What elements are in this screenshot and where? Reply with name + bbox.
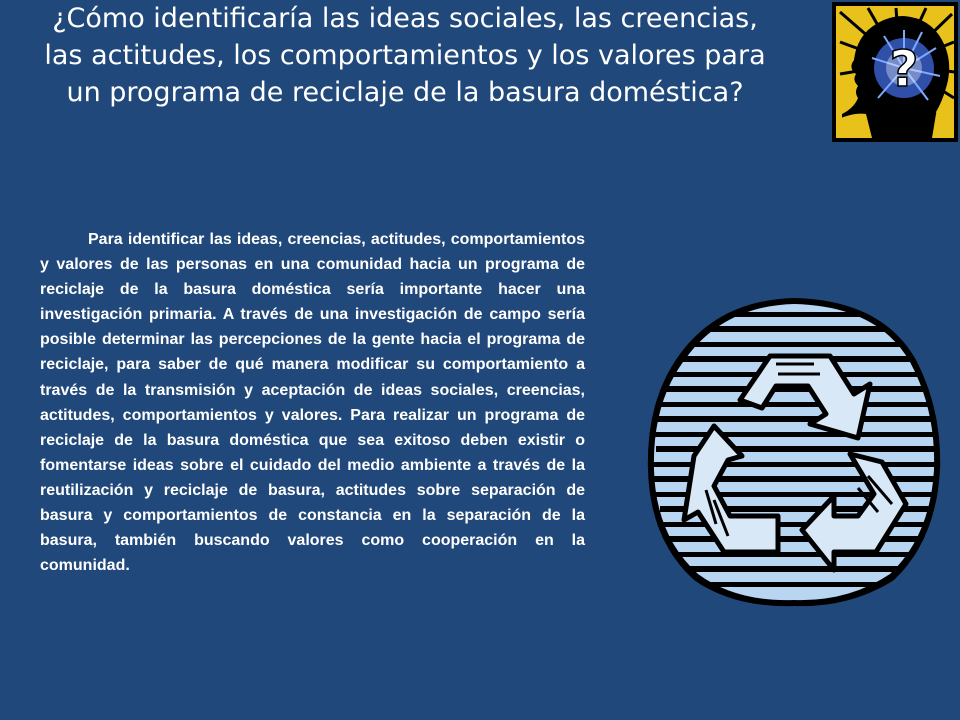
question-mark: ? bbox=[889, 40, 919, 98]
question-head-icon bbox=[832, 2, 958, 142]
recycle-icon bbox=[644, 290, 944, 610]
slide-title: ¿Cómo identificaría las ideas sociales, las creencias, las actitudes, los comportamientos y los valores para un programa de reciclaje de la basura doméstica? bbox=[44, 3, 766, 108]
body-paragraph: Para identificar las ideas, creencias, actitudes, comportamientos y valores de las personas en una comunidad hacia un programa de reciclaje de la basura doméstica sería importante hacer una investigación primaria. A través de una investigación de campo sería posible determinar las percepciones de la gente hacia el programa de reciclaje, para saber de qué manera modificar su comportamiento a través de la transmisión y aceptación de ideas sociales, creencias, actitudes, comportamientos y valores. Para realizar un programa de reciclaje de la basura doméstica que sea exitoso deben existir o fomentarse ideas sobre el cuidado del medio ambiente a través de la reutilización y reciclaje de basura, actitudes sobre separación de basura y comportamientos de constancia en la separación de la basura, también buscando valores como cooperación en la comunidad. bbox=[40, 231, 585, 575]
